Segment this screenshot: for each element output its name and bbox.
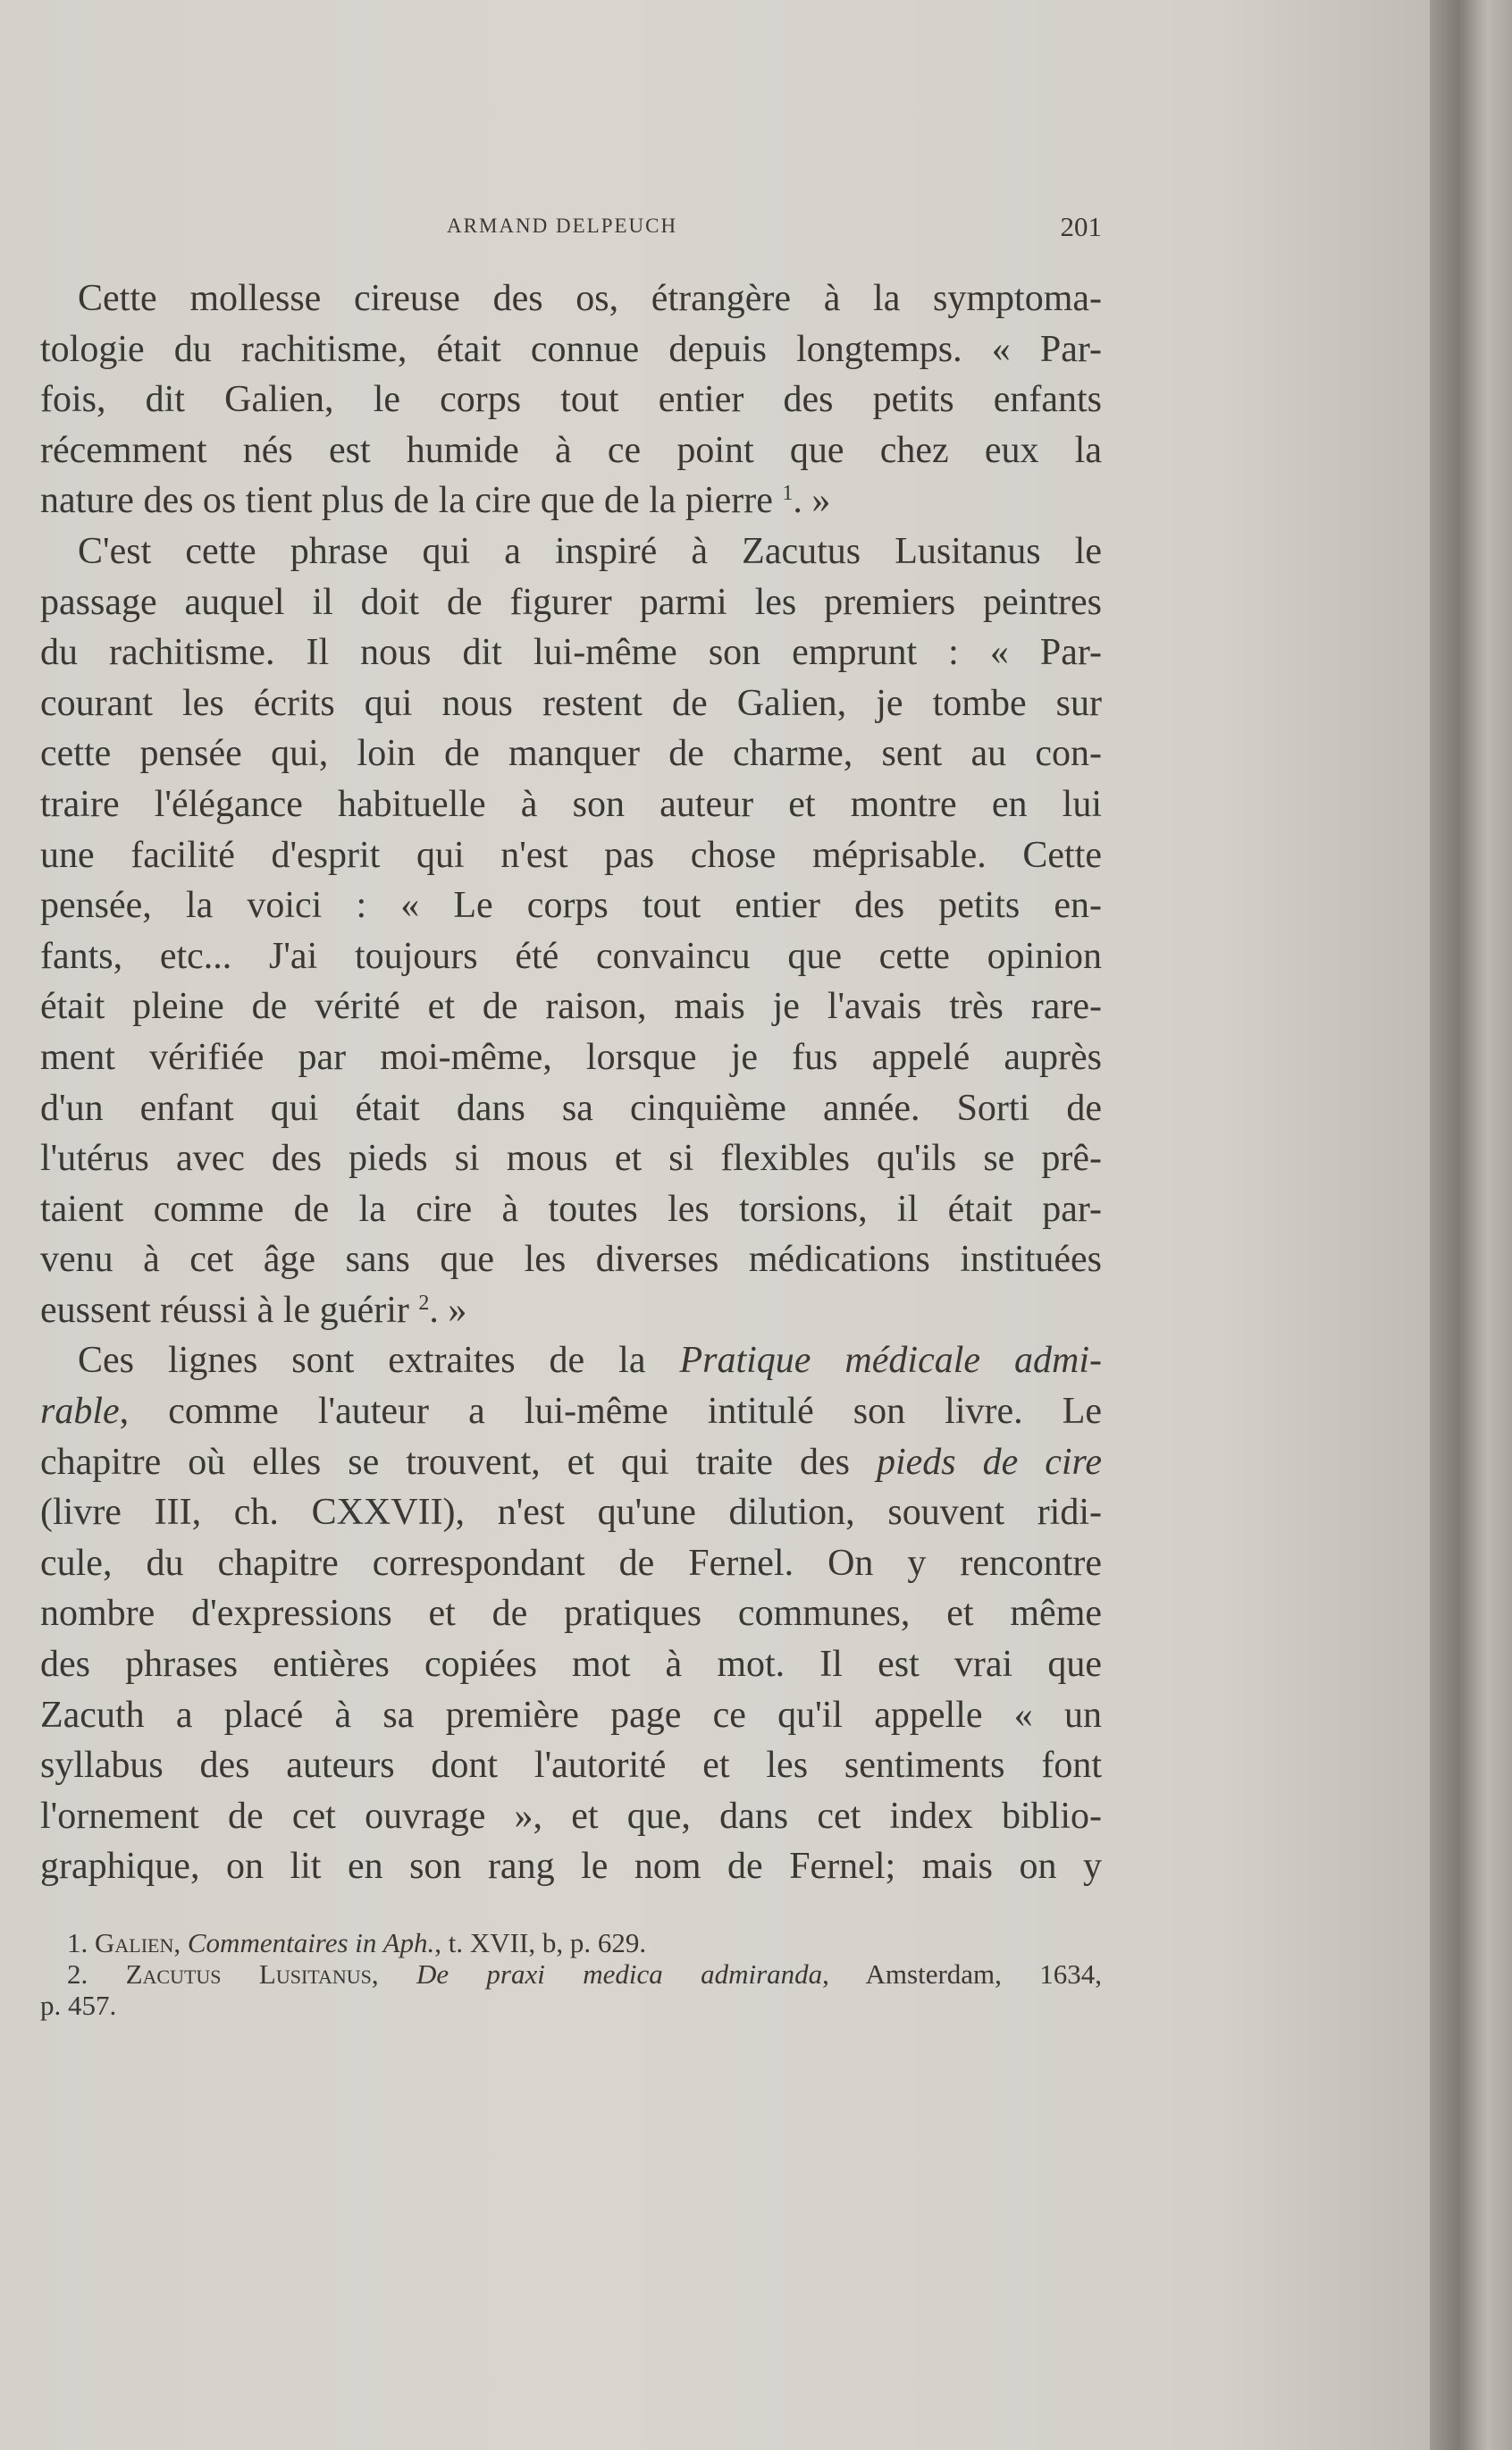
text-line — [40, 1437, 1102, 1488]
italic-title: Pratique médicale admi- — [679, 1340, 1102, 1382]
text-fragment: , comme l'auteur a lui-même intitulé son livre. Le — [119, 1391, 1102, 1433]
text-line: l'utérus avec des pieds si mous et si flexibles qu'ils se prê- — [40, 1138, 1102, 1180]
body-text — [40, 274, 1102, 1892]
footnote-number: 2. — [67, 1958, 126, 1990]
text-line: d'un enfant qui était dans sa cinquième année. Sorti de — [40, 1087, 1102, 1129]
text-line: des phrases entières copiées mot à mot. Il est vrai que — [40, 1644, 1102, 1686]
footnote-text: , t. XVII, b, p. 629. — [434, 1927, 647, 1958]
italic-term: pieds de cire — [876, 1441, 1102, 1483]
text-line: traire l'élégance habituelle à son auteur et montre en lui — [40, 783, 1102, 825]
text-line: tologie du rachitisme, était connue depuis longtemps. « Par- — [40, 328, 1102, 370]
text-line: taient comme de la cire à toutes les torsions, il était par- — [40, 1188, 1102, 1230]
text-line: Zacuth a placé à sa première page ce qu'il appelle « un — [40, 1694, 1102, 1736]
text-fragment: chapitre où elles se trouvent, et qui traite des — [40, 1441, 877, 1483]
footnote-number: 1. — [67, 1927, 95, 1958]
text-line: cette pensée qui, loin de manquer de charme, sent au con- — [40, 733, 1102, 775]
text-fragment: eussent réussi à le guérir — [40, 1289, 409, 1331]
text-line: syllabus des auteurs dont l'autorité et les sentiments font — [40, 1745, 1102, 1787]
footnote-author: Zacutus Lusitanus — [125, 1958, 372, 1990]
footnote-author: Galien — [95, 1927, 174, 1958]
footnote-2-continuation: p. 457. — [40, 1990, 117, 2021]
footnote-text: , Amsterdam, 1634, — [822, 1958, 1102, 1990]
text-line: C'est cette phrase qui a inspiré à Zacutus Lusitanus le — [78, 530, 1102, 572]
text-line: courant les écrits qui nous restent de Galien, je tombe sur — [40, 682, 1102, 724]
text-line: l'ornement de cet ouvrage », et que, dans cet index biblio- — [40, 1795, 1102, 1837]
text-line: venu à cet âge sans que les diverses médications instituées — [40, 1239, 1102, 1281]
text-line: passage auquel il doit de figurer parmi les premiers peintres — [40, 581, 1102, 623]
text-fragment: . » — [429, 1289, 467, 1331]
text-fragment: . » — [793, 480, 831, 522]
footnotes — [40, 1927, 1102, 2021]
text-line: du rachitisme. Il nous dit lui-même son emprunt : « Par- — [40, 632, 1102, 674]
text-line: nombre d'expressions et de pratiques communes, et même — [40, 1593, 1102, 1635]
page-header — [40, 211, 1102, 247]
text-line — [40, 1285, 1102, 1336]
text-line: (livre III, ch. CXXVII), n'est qu'une dilution, souvent ridi- — [40, 1492, 1102, 1534]
text-line — [40, 476, 1102, 526]
footnote-1: 1. Galien, Commentaires in Aph., t. XVII, b, p. 629. — [40, 1927, 1102, 1958]
book-gutter — [1430, 0, 1512, 2450]
text-line: graphique, on lit en son rang le nom de Fernel; mais on y — [40, 1846, 1102, 1888]
footnote-ref: 1 — [782, 482, 794, 506]
text-line: récemment nés est humide à ce point que chez eux la — [40, 429, 1102, 471]
text-line: était pleine de vérité et de raison, mais je l'avais très rare- — [40, 986, 1102, 1028]
text-fragment: nature des os tient plus de la cire que de la pierre — [40, 480, 773, 522]
footnote-2: 2. Zacutus Lusitanus, De praxi medica admiranda, Amsterdam, 1634, — [40, 1958, 1102, 1990]
italic-title: rable — [40, 1391, 120, 1433]
text-line — [40, 1386, 1102, 1437]
page-number: 201 — [1060, 211, 1102, 242]
text-line: ment vérifiée par moi-même, lorsque je fus appelé auprès — [40, 1036, 1102, 1078]
text-line: pensée, la voici : « Le corps tout entier des petits en- — [40, 885, 1102, 927]
footnote-ref: 2 — [418, 1291, 430, 1315]
footnote-title: Commentaires in Aph. — [187, 1927, 435, 1958]
text-line — [40, 1335, 1102, 1386]
text-line: fois, dit Galien, le corps tout entier des petits enfants — [40, 379, 1102, 421]
text-line: Cette mollesse cireuse des os, étrangère à la symptoma- — [78, 278, 1102, 319]
text-line: fants, etc... J'ai toujours été convaincu que cette opinion — [40, 935, 1102, 977]
running-head: ARMAND DELPEUCH — [447, 215, 678, 237]
text-line: cule, du chapitre correspondant de Fernel. On y rencontre — [40, 1542, 1102, 1584]
footnote-title: De praxi medica admiranda — [416, 1958, 823, 1990]
text-line: une facilité d'esprit qui n'est pas chose méprisable. Cette — [40, 834, 1102, 876]
text-fragment: Ces lignes sont extraites de la — [78, 1340, 680, 1382]
